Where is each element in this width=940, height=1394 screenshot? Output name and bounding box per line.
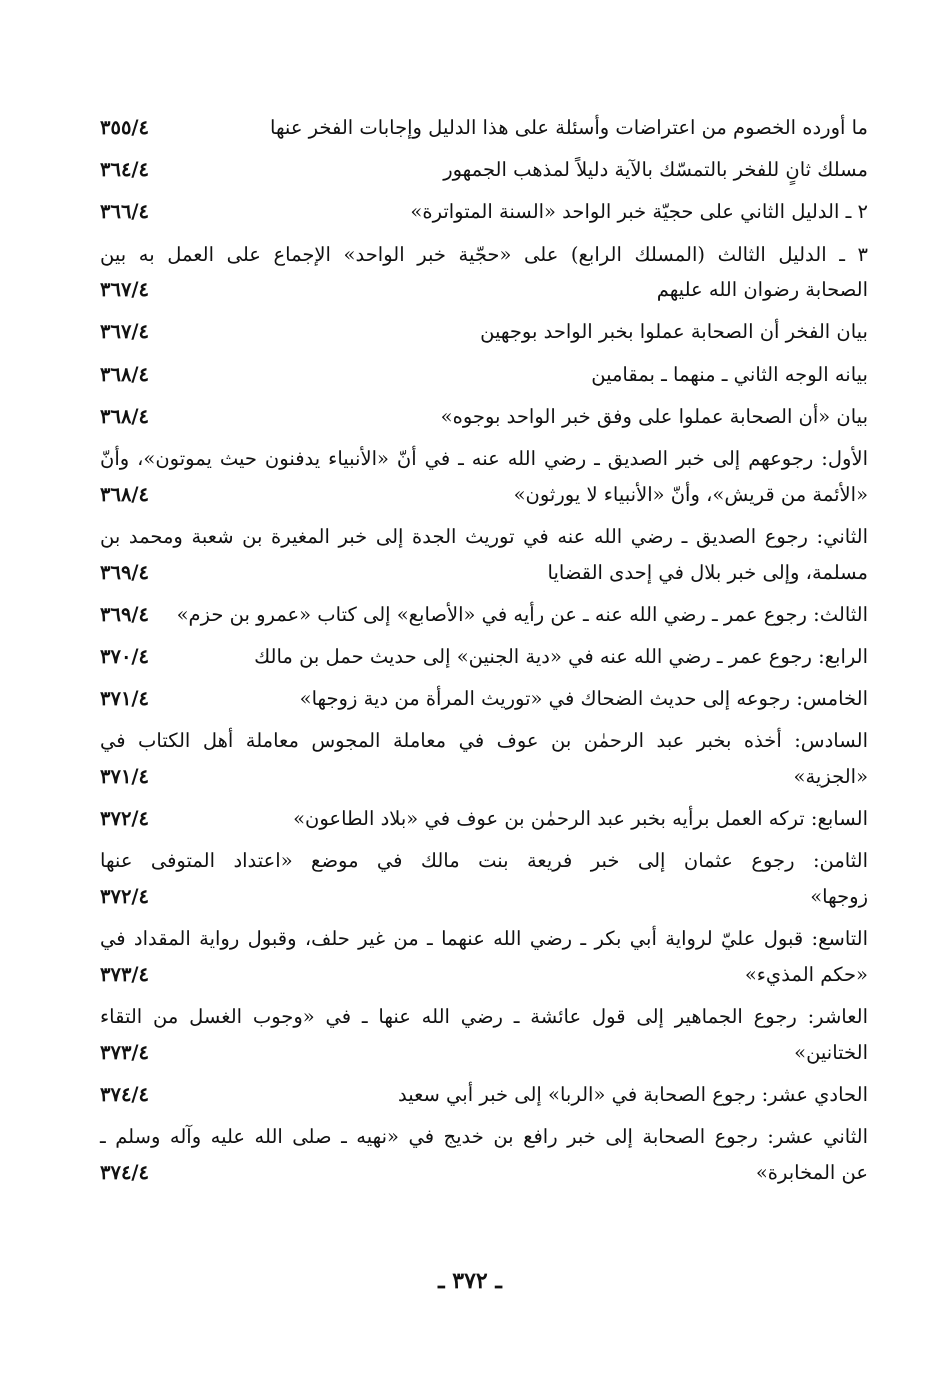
toc-entry xyxy=(100,399,868,435)
toc-entry-line xyxy=(100,879,868,915)
toc-page-ref: ٣٧١/٤ xyxy=(100,687,150,711)
toc-entry-text: التاسع: قبول عليّ لرواية أبي بكر ـ رضي الله عنهما ـ من غير حلف، وقبول رواية المقداد في xyxy=(100,927,868,951)
toc-entry-text: «الجزية» xyxy=(793,765,868,788)
toc-entry-text: عن المخابرة» xyxy=(755,1160,868,1184)
toc-page-ref: ٣٦٨/٤ xyxy=(100,404,150,428)
toc-entry-text: الختانين» xyxy=(794,1040,868,1064)
toc-entry-text: ٣ ـ الدليل الثالث (المسلك الرابع) على «حجّية خبر الواحد» الإجماع على العمل به بين xyxy=(100,242,868,266)
toc-page-ref: ٣٦٩/٤ xyxy=(100,560,150,584)
toc-entry-line xyxy=(100,1119,868,1155)
toc-entry-text: الأول: رجوعهم إلى خبر الصديق ـ رضي الله عنه ـ في أنّ «الأنبياء يدفنون حيث يموتون»، وأنّ xyxy=(100,447,868,470)
toc-entry-line xyxy=(100,272,868,308)
toc-entry-text: الثاني عشر: رجوع الصحابة إلى خبر رافع بن خديج في «نهيه ـ صلى الله عليه وآله وسلم ـ xyxy=(100,1125,868,1149)
toc-entry xyxy=(100,441,868,512)
toc-entry-line xyxy=(100,597,868,633)
toc-entry-text: الثامن: رجوع عثمان إلى خبر فريعة بنت مالك في موضع «اعتداد المتوفى عنها xyxy=(100,849,868,873)
toc-entry-line xyxy=(100,519,868,555)
toc-entry-text: مسلمة، وإلى خبر بلال في إحدى القضايا xyxy=(547,560,868,584)
toc-entry-line xyxy=(100,314,868,350)
toc-entry-text: الخامس: رجوعه إلى حديث الضحاك في «توريث المرأة من دية زوجها» xyxy=(299,687,868,711)
toc-entry-line xyxy=(100,477,868,513)
toc-entry-line xyxy=(100,759,868,795)
toc-entry xyxy=(100,999,868,1070)
toc-entry xyxy=(100,639,868,675)
toc-entry-line xyxy=(100,555,868,591)
toc-entry-text: الثالث: رجوع عمر ـ رضي الله عنه ـ عن رأيه في «الأصابع» إلى كتاب «عمرو بن حزم» xyxy=(176,602,868,626)
toc-entry xyxy=(100,237,868,308)
toc-page-ref: ٣٦٨/٤ xyxy=(100,362,150,386)
toc-entry xyxy=(100,681,868,717)
toc-entry-line xyxy=(100,639,868,675)
toc-page-ref: ٣٧٢/٤ xyxy=(100,807,150,831)
toc-entry-line xyxy=(100,723,868,759)
toc-page-ref: ٣٦٧/٤ xyxy=(100,320,150,344)
toc-entry xyxy=(100,1119,868,1190)
toc-entry-text: بيان الفخر أن الصحابة عملوا بخبر الواحد بوجهين xyxy=(480,320,868,344)
toc-page-ref: ٣٧٠/٤ xyxy=(100,644,150,668)
toc-entry-text: ٢ ـ الدليل الثاني على حجيّة خبر الواحد «السنة المتواترة» xyxy=(410,200,868,224)
toc-entry-line xyxy=(100,399,868,435)
toc-entry xyxy=(100,110,868,146)
toc-entry-text: بيانه الوجه الثاني ـ منهما ـ بمقامين xyxy=(591,362,868,386)
toc-entry-text: «حكم المذيء» xyxy=(744,962,868,986)
toc-entry xyxy=(100,1077,868,1113)
toc-entry-text: ما أورده الخصوم من اعتراضات وأسئلة على هذا الدليل وإجابات الفخر عنها xyxy=(270,116,868,139)
toc-page-ref: ٣٧٢/٤ xyxy=(100,885,150,909)
toc-entry-text: بيان «أن الصحابة عملوا على وفق خبر الواحد بوجوه» xyxy=(440,404,868,428)
toc-entry-line xyxy=(100,921,868,957)
toc-page-ref: ٣٦٩/٤ xyxy=(100,602,150,626)
toc-entry-line xyxy=(100,441,868,477)
toc-page-ref: ٣٧١/٤ xyxy=(100,765,150,788)
toc-entry-text: العاشر: رجوع الجماهير إلى قول عائشة ـ رضي الله عنها ـ في «وجوب الغسل من التقاء xyxy=(100,1005,868,1029)
toc-entry xyxy=(100,194,868,230)
toc-entry-line xyxy=(100,194,868,230)
toc-entry-line xyxy=(100,843,868,879)
toc-page-ref: ٣٦٦/٤ xyxy=(100,200,150,224)
toc-entry-text: زوجها» xyxy=(810,885,868,909)
toc-page-ref: ٣٦٤/٤ xyxy=(100,158,150,182)
toc-entry-line xyxy=(100,957,868,993)
toc-page-ref: ٣٧٣/٤ xyxy=(100,962,150,986)
toc-entry xyxy=(100,921,868,992)
toc-entry-text: الثاني: رجوع الصديق ـ رضي الله عنه في توريث الجدة إلى خبر المغيرة بن شعبة ومحمد بن xyxy=(100,524,868,548)
toc-entry-line xyxy=(100,1155,868,1191)
toc-entry-line xyxy=(100,152,868,188)
toc-entry-line xyxy=(100,110,868,146)
toc-entry-line xyxy=(100,357,868,393)
toc-entry-line xyxy=(100,1035,868,1071)
toc-page-ref: ٣٦٧/٤ xyxy=(100,278,150,302)
toc-page-ref: ٣٥٥/٤ xyxy=(100,116,150,139)
toc-page-ref: ٣٦٨/٤ xyxy=(100,482,150,506)
toc-page-ref: ٣٧٣/٤ xyxy=(100,1040,150,1064)
toc-entry-line xyxy=(100,237,868,273)
toc-entry xyxy=(100,357,868,393)
toc-entry xyxy=(100,597,868,633)
toc-entry-text: الحادي عشر: رجوع الصحابة في «الربا» إلى خبر أبي سعيد xyxy=(397,1083,868,1106)
toc-entry-text: «الأئمة من قريش»، وأنّ «الأنبياء لا يورثون» xyxy=(513,482,868,506)
toc-entry-text: الرابع: رجوع عمر ـ رضي الله عنه في «دية الجنين» إلى حديث حمل بن مالك xyxy=(254,644,868,668)
toc-page-ref: ٣٧٤/٤ xyxy=(100,1160,150,1184)
table-of-contents xyxy=(100,110,868,1197)
toc-entry-line xyxy=(100,681,868,717)
toc-entry-line xyxy=(100,999,868,1035)
toc-entry-text: مسلك ثانٍ للفخر بالتمسّك بالآية دليلاً لمذهب الجمهور xyxy=(443,158,868,182)
page-number: ـ ٣٧٢ ـ xyxy=(438,1268,502,1294)
toc-entry xyxy=(100,723,868,794)
toc-entry xyxy=(100,314,868,350)
toc-entry xyxy=(100,843,868,914)
toc-entry-line xyxy=(100,1077,868,1113)
toc-entry xyxy=(100,152,868,188)
toc-entry-text: السادس: أخذه بخبر عبد الرحمٰن بن عوف في معاملة المجوس معاملة أهل الكتاب في xyxy=(100,729,868,753)
toc-entry xyxy=(100,519,868,590)
toc-entry-text: الصحابة رضوان الله عليهم xyxy=(656,278,868,302)
toc-entry xyxy=(100,801,868,837)
toc-entry-line xyxy=(100,801,868,837)
toc-page-ref: ٣٧٤/٤ xyxy=(100,1083,150,1106)
toc-entry-text: السابع: تركه العمل برأيه بخبر عبد الرحمٰن بن عوف في «بلاد الطاعون» xyxy=(293,807,868,831)
